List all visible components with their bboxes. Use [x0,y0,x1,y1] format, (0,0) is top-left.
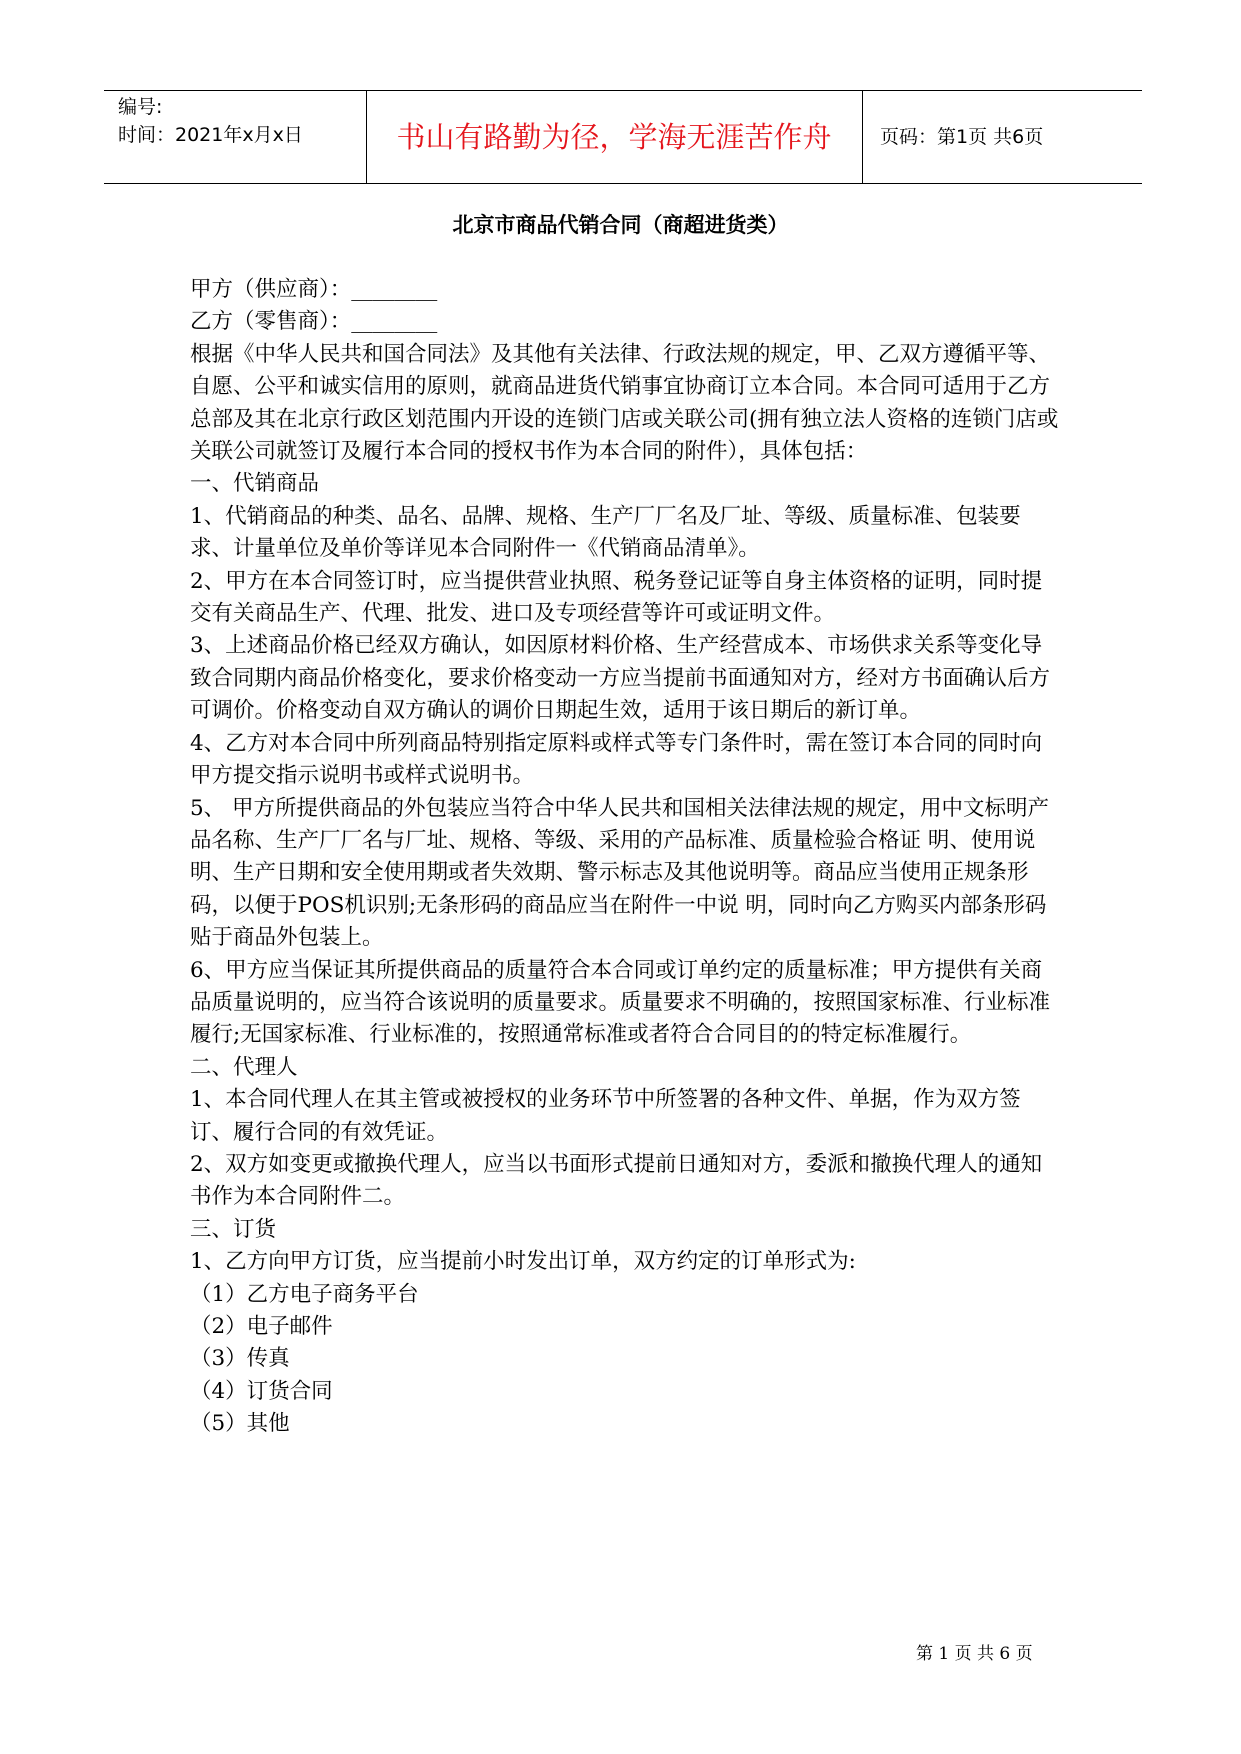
clause-paragraph: 1、本合同代理人在其主管或被授权的业务环节中所签署的各种文件、单据，作为双方签订、履行合同的有效凭证。 [190,1087,1021,1145]
list-item: （4）订货合同 [190,1378,333,1404]
party-b-line: 乙方（零售商）：________ [190,309,438,335]
clause-paragraph: 4、乙方对本合同中所列商品特别指定原料或样式等专门条件时，需在签订本合同的同时向甲方提交指示说明书或样式说明书。 [190,730,1043,789]
header-motto: 书山有路勤为径，学海无涯苦作舟 [396,120,832,154]
list-item: （3）传真 [190,1346,290,1372]
party-a-line: 甲方（供应商）：________ [190,277,438,302]
clause-paragraph: 2、双方如变更或撤换代理人，应当以书面形式提前日通知对方，委派和撤换代理人的通知书作为本合同附件二。 [190,1151,1043,1210]
clause-paragraph: 1、乙方向甲方订货，应当提前小时发出订单，双方约定的订单形式为: [190,1249,856,1275]
header-meta [118,91,364,183]
list-item: （5）其他 [190,1411,290,1437]
header-divider [862,91,863,183]
preamble-paragraph: 根据《中华人民共和国合同法》及其他有关法律、行政法规的规定，甲、乙双方遵循平等、自愿、公平和诚实信用的原则，就商品进货代销事宜协商订立本合同。本合同可适用于乙方总部及其在北京行政区划范围内开设的连锁门店或关联公司(拥有独立法人资格的连锁门店或关联公司就签订及履行本合同的授权书作为本合同的附件），具体包括： [190,341,1059,465]
page-footer: 第 1 页 共 6 页 [916,1644,1033,1664]
header-page-number: 页码：第1页 共6页 [880,126,1044,148]
section-heading: 二、代理人 [190,1054,298,1080]
clause-paragraph: 5、 甲方所提供商品的外包装应当符合中华人民共和国相关法律法规的规定，用中文标明产品名称、生产厂厂名与厂址、规格、等级、采用的产品标准、质量检验合格证 明、使用说明、生产日期和安全使用期或者失效期、警示标志及其他说明等。商品应当使用正规条形码，以便于POS机识别;无条形码的商品应当在附件一中说 明，同时向乙方购买内部条形码贴于商品外包装上。 [190,795,1050,951]
clause-paragraph: 3、上述商品价格已经双方确认，如因原材料价格、生产经营成本、市场供求关系等变化导致合同期内商品价格变化，要求价格变动一方应当提前书面通知对方，经对方书面确认后方可调价。价格变动自双方确认的调价日期起生效，适用于该日期后的新订单。 [190,633,1051,724]
section-heading: 三、订货 [190,1216,277,1242]
clause-paragraph: 6、甲方应当保证其所提供商品的质量符合本合同或订单约定的质量标准；甲方提供有关商品质量说明的，应当符合该说明的质量要求。质量要求不明确的，按照国家标准、行业标准履行;无国家标准、行业标准的，按照通常标准或者符合合同目的的特定标准履行。 [190,957,1051,1048]
clause-paragraph: 1、代销商品的种类、品名、品牌、规格、生产厂厂名及厂址、等级、质量标准、包装要求、计量单位及单价等详见本合同附件一《代销商品清单》。 [190,503,1021,562]
number-label: 编号: [118,96,163,118]
list-item: （1）乙方电子商务平台 [190,1281,419,1307]
time-label: 时间：2021年x月x日 [118,124,303,146]
section-heading: 一、代销商品 [190,471,320,497]
page-header [104,90,1142,184]
document-body [190,274,1060,1441]
list-item: （2）电子邮件 [190,1314,333,1339]
clause-paragraph: 2、甲方在本合同签订时，应当提供营业执照、税务登记证等自身主体资格的证明，同时提交有关商品生产、代理、批发、进口及专项经营等许可或证明文件。 [190,568,1043,627]
document-title: 北京市商品代销合同（商超进货类） [452,213,789,237]
